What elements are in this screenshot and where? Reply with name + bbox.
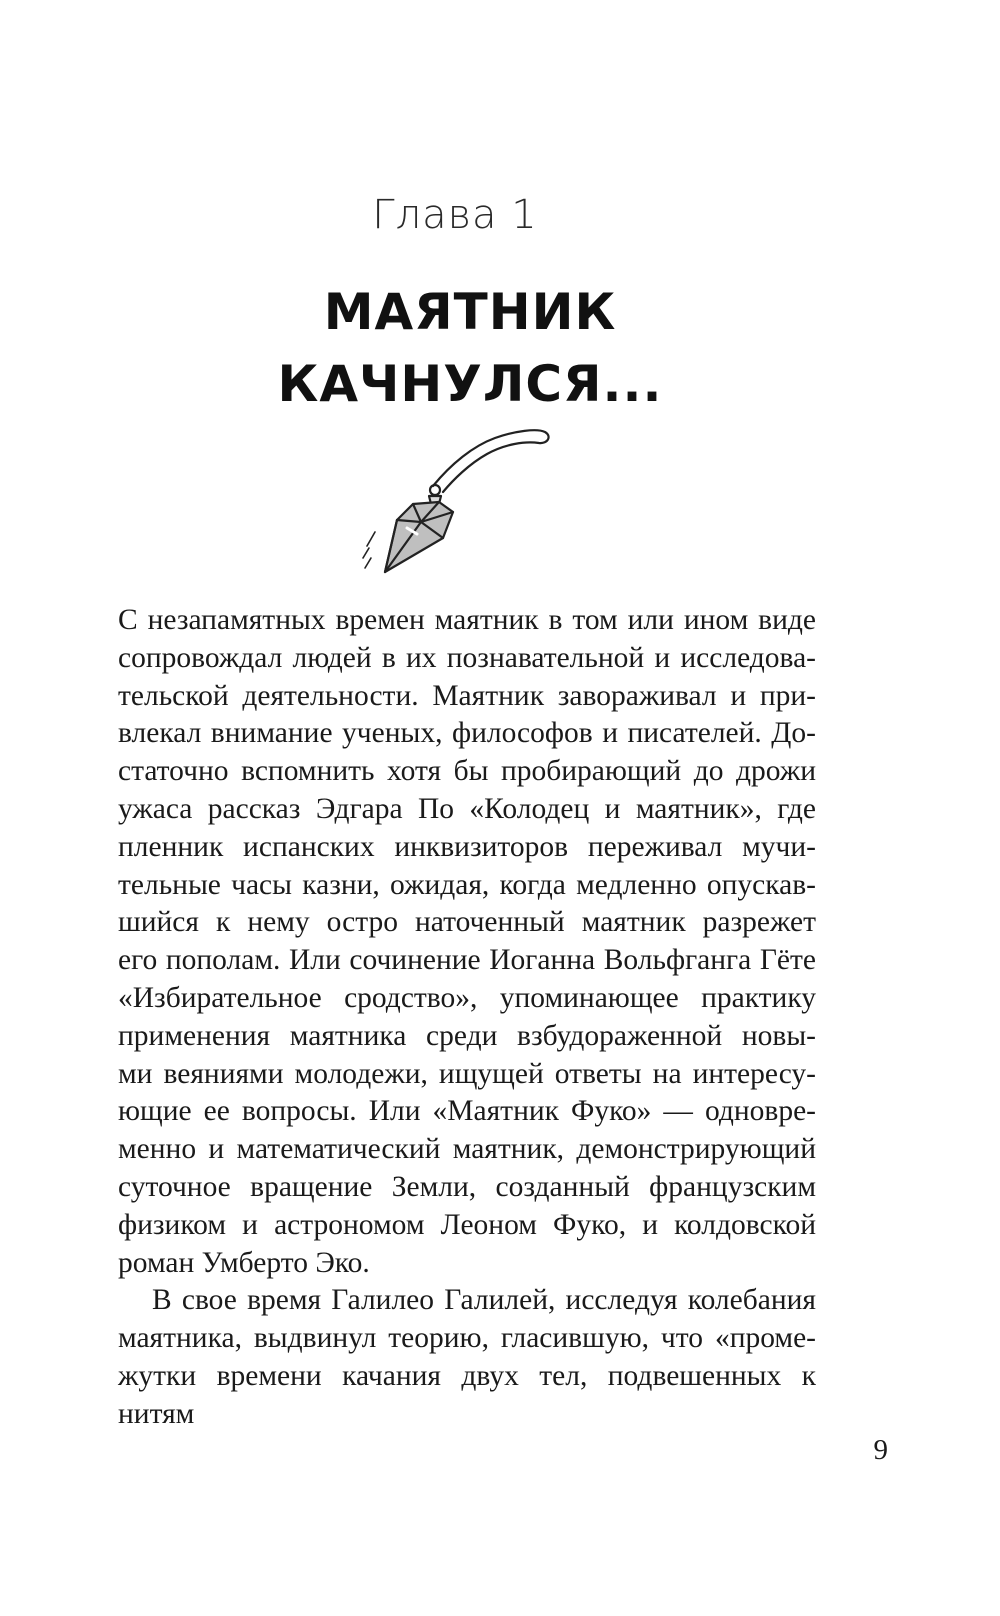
text-line: маятника, выдвинул теорию, гласившую, что «проме- <box>118 1322 816 1355</box>
chapter-title-line-1: МАЯТНИК <box>323 283 617 341</box>
text-line: жутки времени качания двух тел, подвешенных к нитям <box>118 1359 816 1430</box>
text-line: применения маятника среди взбудораженной новы- <box>118 1019 816 1052</box>
text-line: В свое время Галилео Галилей, исследуя колебания <box>152 1284 816 1317</box>
text-line: шийся к нему остро наточенный маятник разрежет <box>118 906 816 939</box>
chapter-label: Глава 1 <box>372 192 538 238</box>
text-line: ми веяниями молодежи, ищущей ответы на интересу- <box>118 1057 816 1090</box>
text-line: тельской деятельности. Маятник завораживал и при- <box>118 679 816 712</box>
text-line: суточное вращение Земли, созданный французским <box>118 1170 816 1203</box>
text-line: тельные часы казни, ожидая, когда медленно опускав- <box>118 868 816 901</box>
chapter-title <box>0 276 940 420</box>
page-number: 9 <box>873 1434 888 1466</box>
text-line: статочно вспомнить хотя бы пробирающий до дрожи <box>118 755 816 788</box>
text-line: менно и математический маятник, демонстрирующий <box>118 1133 816 1166</box>
text-line: сопровождал людей в их познавательной и исследова- <box>118 641 816 674</box>
text-line: С незапамятных времен маятник в том или ином виде <box>118 604 816 636</box>
text-line: влекал внимание ученых, философов и писателей. До- <box>118 717 816 750</box>
text-line: пленник испанских инквизиторов переживал мучи- <box>118 830 816 863</box>
pendulum-icon <box>355 424 575 604</box>
body-text <box>118 602 816 1434</box>
text-line: ужаса рассказ Эдгара По «Колодец и маятник», где <box>118 792 816 825</box>
text-line: ющие ее вопросы. Или «Маятник Фуко» — одновре- <box>118 1095 816 1128</box>
text-line: роман Умберто Эко. <box>118 1246 370 1279</box>
chapter-title-line-2: КАЧНУЛСЯ... <box>277 355 663 413</box>
text-line: физиком и астрономом Леоном Фуко, и колдовской <box>118 1208 816 1241</box>
text-line: «Избирательное сродство», упоминающее практику <box>118 981 816 1014</box>
text-line: его пополам. Или сочинение Иоганна Вольфганга Гёте <box>118 944 816 977</box>
